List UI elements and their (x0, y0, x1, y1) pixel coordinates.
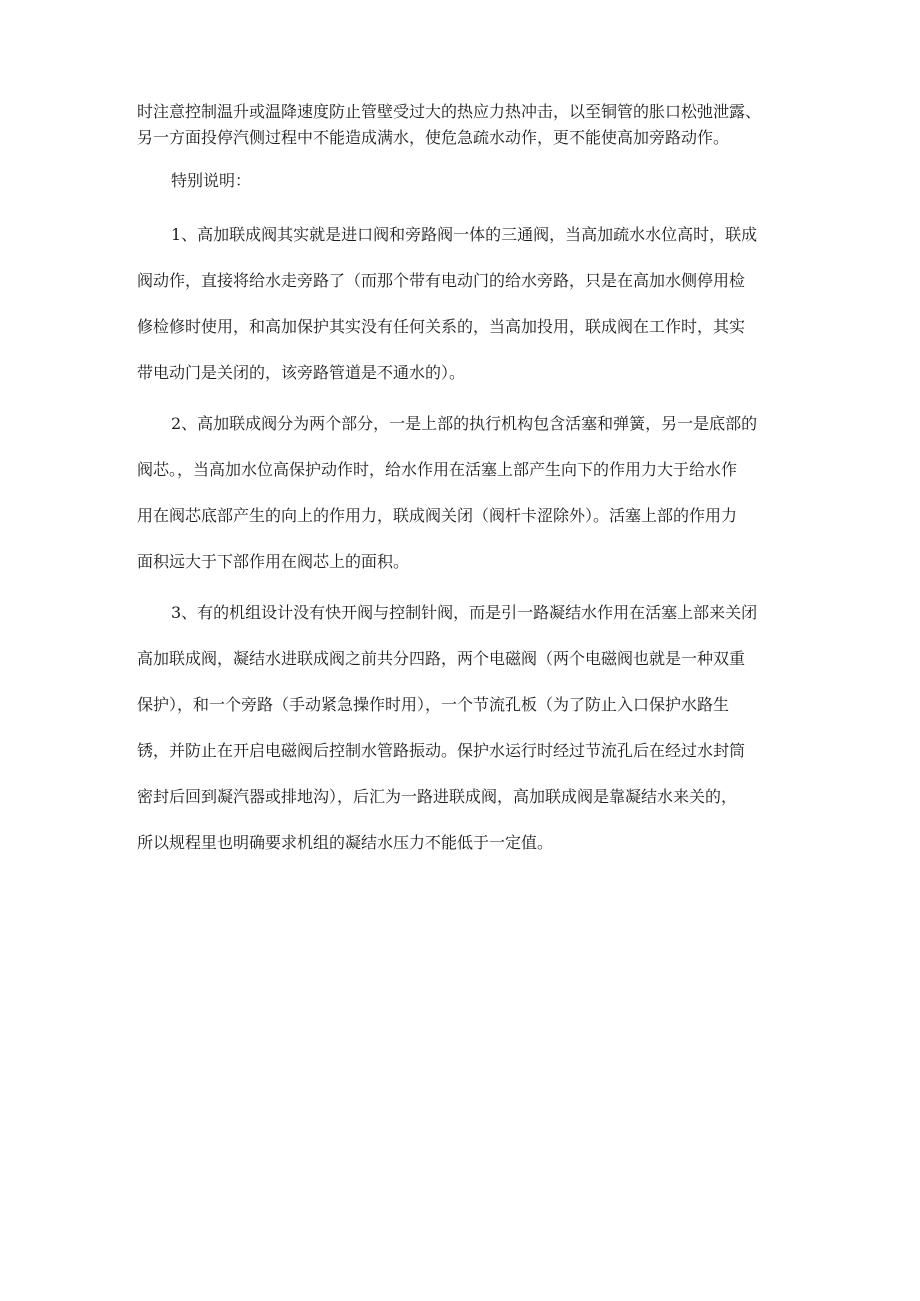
paragraph-line: 3、有的机组设计没有快开阀与控制针阀，而是引一路凝结水作用在活塞上部来关闭 (171, 603, 758, 622)
paragraph-line: 修检修时使用，和高加保护其实没有任何关系的，当高加投用，联成阀在工作时，其实 (137, 317, 746, 336)
special-title: 特别说明： (171, 171, 252, 190)
paragraph-line: 用在阀芯底部产生的向上的作用力，联成阀关闭（阀杆卡涩除外）。活塞上部的作用力 (137, 506, 738, 525)
intro-line: 另一方面投停汽侧过程中不能造成满水，使危急疏水动作，更不能使高加旁路动作。 (137, 128, 730, 147)
intro-paragraph (137, 99, 797, 151)
item-paragraph-2 (137, 401, 797, 585)
paragraph-line: 密封后回到凝汽器或排地沟），后汇为一路进联成阀，高加联成阀是靠凝结水来关的， (137, 787, 738, 806)
intro-line: 时注意控制温升或温降速度防止管壁受过大的热应力热冲击，以至铜管的胀口松弛泄露、 (137, 102, 762, 121)
paragraph-line: 1、高加联成阀其实就是进口阀和旁路阀一体的三通阀，当高加疏水水位高时，联成 (171, 225, 758, 244)
paragraph-line: 锈，并防止在开启电磁阀后控制水管路振动。保护水运行时经过节流孔后在经过水封筒 (137, 741, 746, 760)
item-paragraph-3 (137, 590, 797, 866)
paragraph-line: 面积远大于下部作用在阀芯上的面积。 (137, 552, 410, 571)
paragraph-line: 高加联成阀，凝结水进联成阀之前共分四路，两个电磁阀（两个电磁阀也就是一种双重 (137, 649, 746, 668)
paragraph-line: 带电动门是关闭的，该旁路管道是不通水的）。 (137, 363, 466, 382)
paragraph-line: 保护），和一个旁路（手动紧急操作时用），一个节流孔板（为了防止入口保护水路生 (137, 695, 730, 714)
paragraph-line: 阀芯。，当高加水位高保护动作时，给水作用在活塞上部产生向下的作用力大于给水作 (137, 460, 738, 479)
paragraph-line: 所以规程里也明确要求机组的凝结水压力不能低于一定值。 (137, 833, 554, 852)
paragraph-line: 阀动作，直接将给水走旁路了（而那个带有电动门的给水旁路，只是在高加水侧停用检 (137, 271, 746, 290)
item-paragraph-1 (137, 212, 797, 396)
paragraph-line: 2、高加联成阀分为两个部分，一是上部的执行机构包含活塞和弹簧，另一是底部的 (171, 414, 758, 433)
